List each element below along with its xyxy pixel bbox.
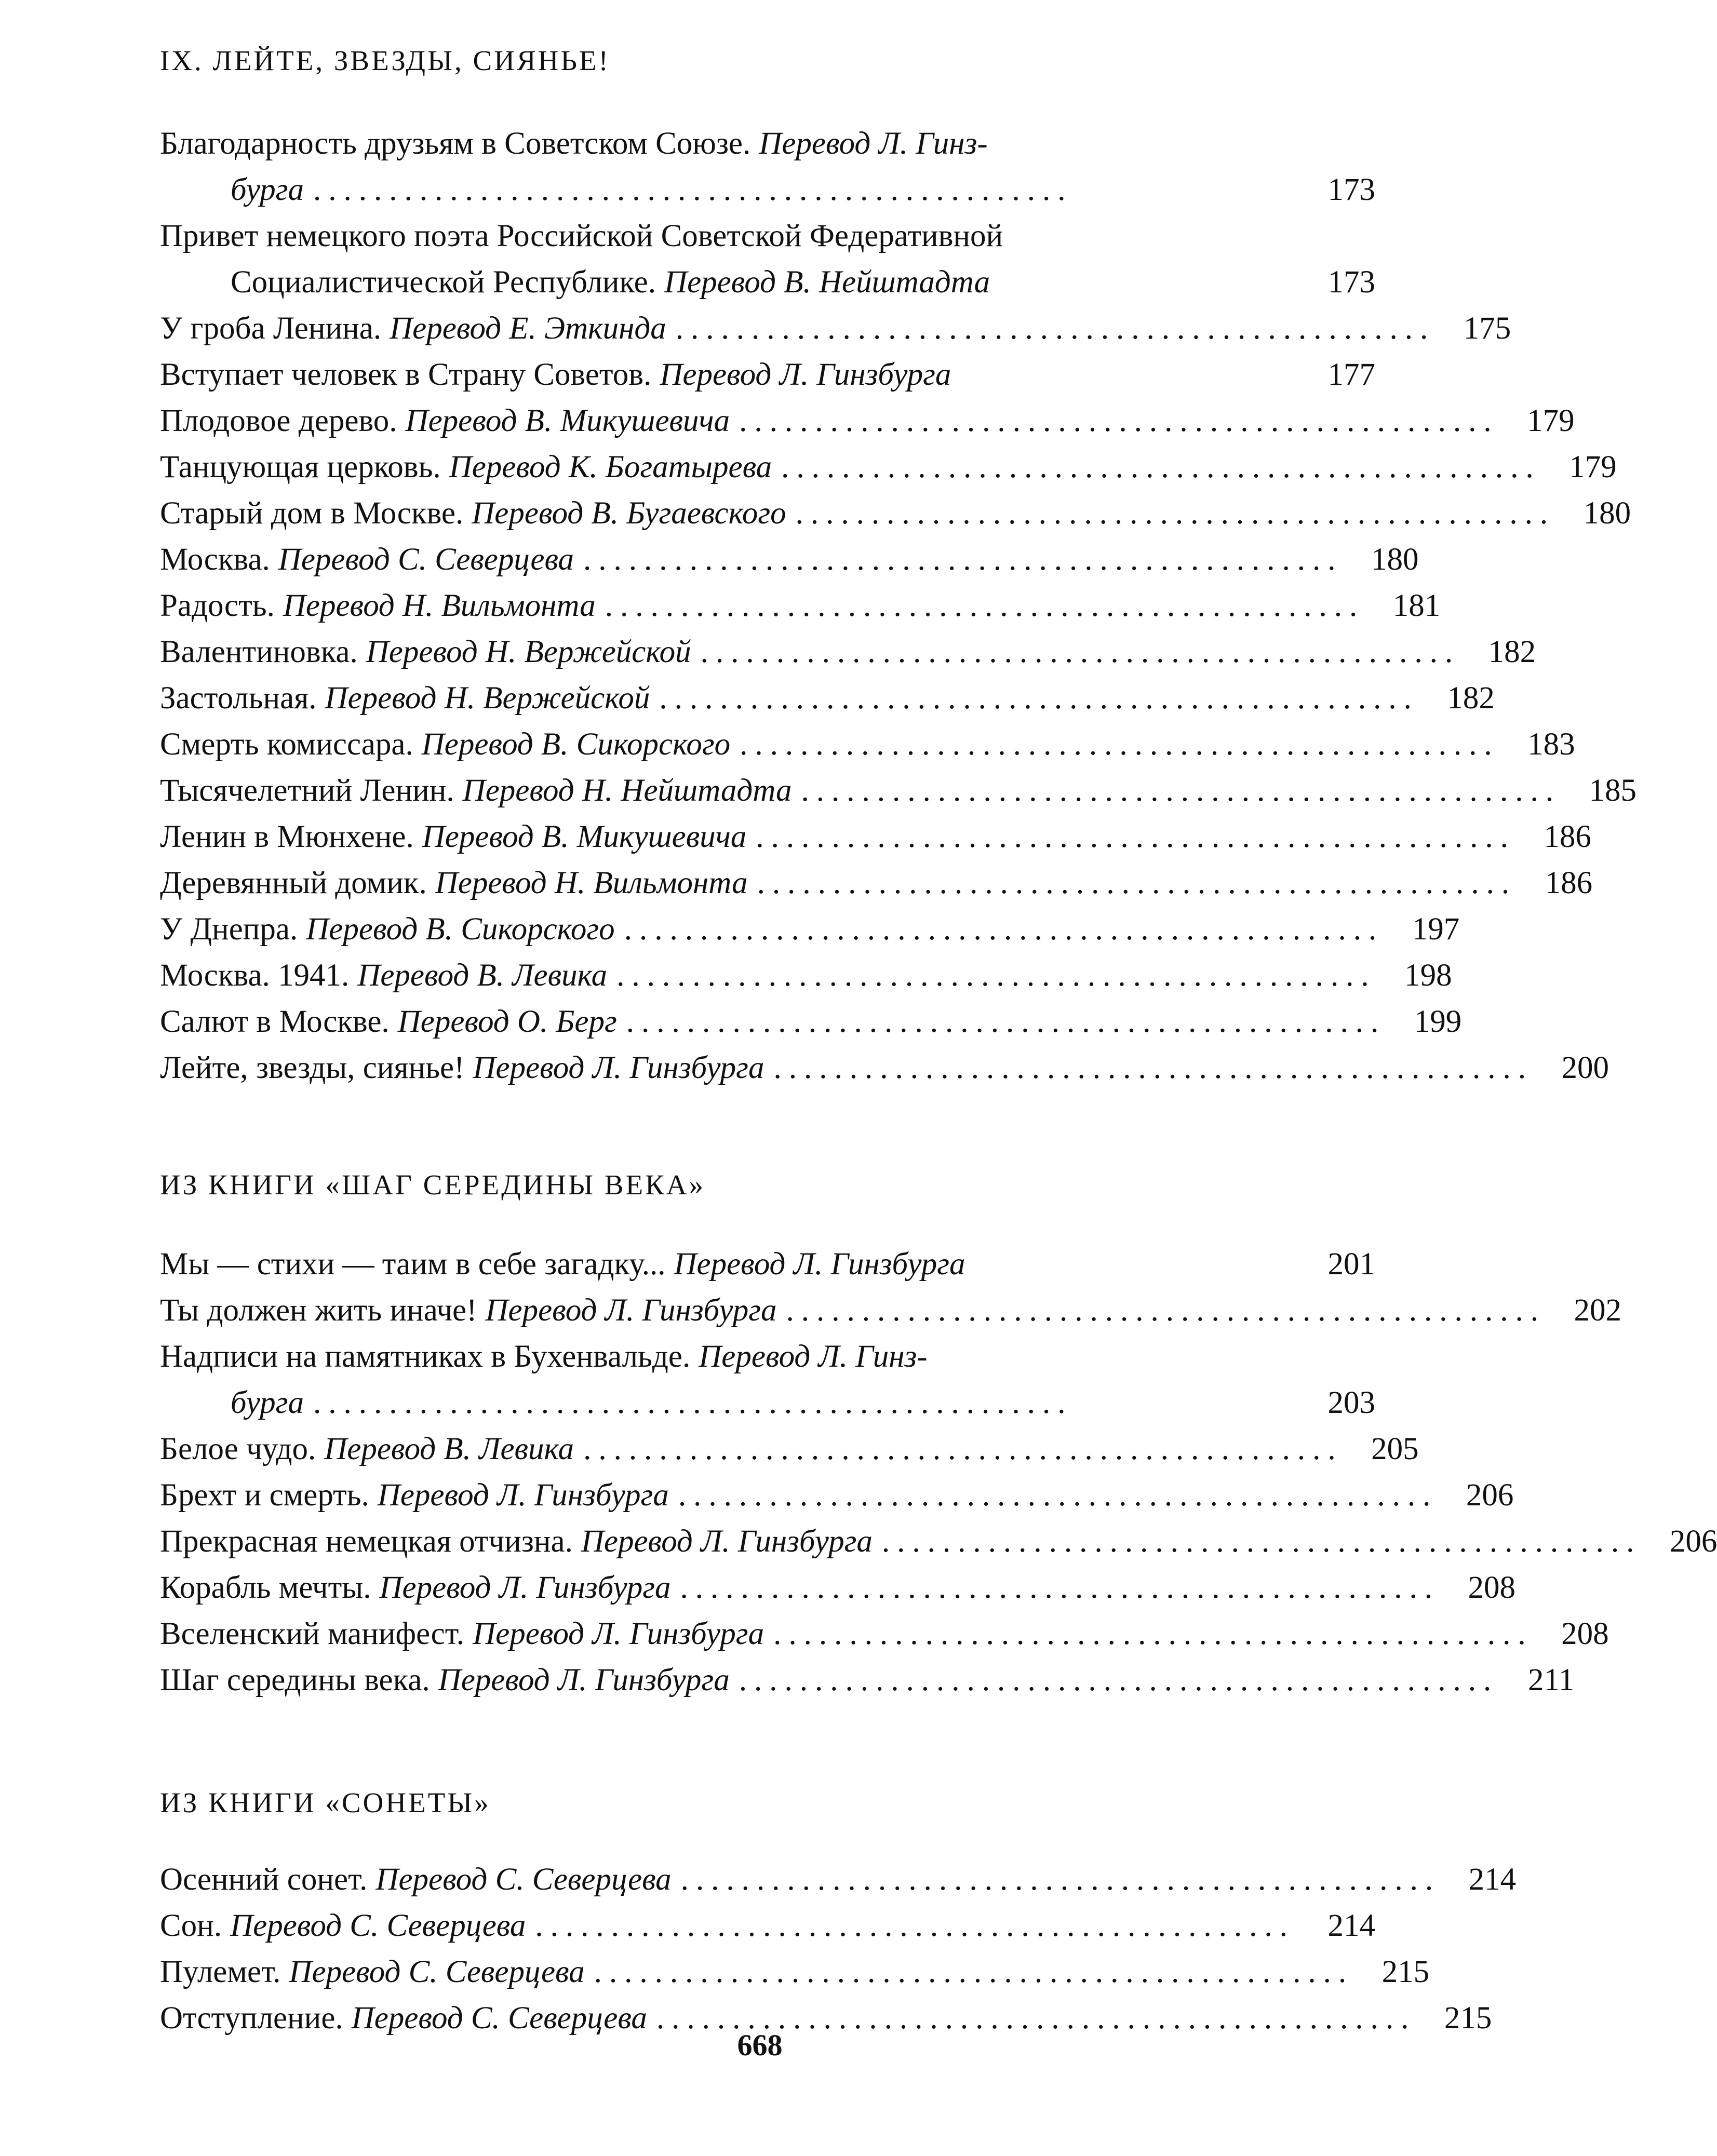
entry-translator: Перевод В. Микушевича	[405, 403, 730, 438]
entry-title: Брехт и смерть.	[160, 1478, 369, 1513]
entry-title: У Днепра.	[160, 912, 298, 947]
leader-dots: ..................................................	[757, 866, 1517, 900]
leader-dots: ..................................................	[583, 542, 1343, 577]
toc-entry	[160, 583, 1441, 629]
toc-entry	[160, 398, 1575, 444]
toc-entry	[160, 1657, 1575, 1703]
entry-title: Вселенский манифест.	[160, 1616, 465, 1651]
entry-translator: Перевод С. Северцева	[289, 1955, 585, 1989]
toc-entry	[160, 444, 1617, 490]
leader-dots: ..................................................	[659, 681, 1419, 716]
toc-entry	[160, 906, 1460, 952]
entry-page: 203	[1327, 1385, 1375, 1420]
entry-translator: Перевод Н. Вержейской	[366, 635, 691, 669]
leader-dots: ..................................................	[680, 1862, 1441, 1897]
entry-page: 208	[1468, 1570, 1516, 1605]
entry-translator: Перевод В. Сикорского	[421, 727, 731, 762]
entry-title: Шаг середины века.	[160, 1663, 430, 1697]
entry-page: 182	[1488, 635, 1536, 669]
entry-title: Радость.	[160, 588, 275, 623]
entry-translator: Перевод Л. Гинзбурга	[674, 1247, 965, 1282]
toc-list-section-9	[160, 120, 1637, 1091]
entry-translator: Перевод Н. Вержейской	[325, 681, 650, 716]
toc-entry	[160, 1241, 1375, 1287]
entry-page: 179	[1569, 450, 1617, 484]
entry-title: Москва.	[160, 542, 270, 577]
entry-page: 181	[1392, 588, 1441, 623]
leader-dots: ..................................................	[605, 588, 1365, 623]
leader-dots: ..................................................	[756, 819, 1515, 854]
entry-translator: Перевод В. Левика	[357, 958, 608, 993]
leader-dots: ..................................................	[583, 1432, 1343, 1466]
entry-translator: Перевод В. Нейштадта	[664, 265, 990, 300]
toc-entry	[160, 1856, 1517, 1903]
entry-translator: Перевод В. Микушевича	[422, 819, 747, 854]
toc-entry	[160, 721, 1575, 767]
entry-page: 185	[1589, 773, 1637, 808]
entry-page: 199	[1414, 1004, 1462, 1039]
toc-entry	[160, 1903, 1375, 1949]
entry-page: 179	[1527, 403, 1575, 438]
toc-entry	[160, 999, 1462, 1045]
toc-entry	[160, 767, 1637, 814]
toc-entry	[160, 213, 1375, 305]
entry-page: 177	[1327, 357, 1375, 392]
toc-entry	[160, 952, 1452, 999]
entry-page: 180	[1583, 496, 1631, 531]
toc-entry	[160, 1472, 1514, 1518]
entry-title: Осенний сонет.	[160, 1862, 368, 1897]
entry-translator: Перевод С. Северцева	[278, 542, 574, 577]
entry-title: Москва. 1941.	[160, 958, 350, 993]
entry-title: Благодарность друзьям в Советском Союзе.	[160, 126, 751, 161]
entry-translator: Перевод Л. Гинзбурга	[473, 1050, 764, 1085]
entry-title: Ты должен жить иначе!	[160, 1293, 477, 1328]
entry-page: 205	[1371, 1432, 1419, 1466]
toc-entry	[160, 1611, 1609, 1657]
entry-translator: Перевод Л. Гинзбурга	[379, 1570, 671, 1605]
leader-dots: ..................................................	[795, 496, 1555, 531]
entry-title: Тысячелетний Ленин.	[160, 773, 454, 808]
entry-title: Надписи на памятниках в Бухенвальде.	[160, 1339, 691, 1374]
leader-dots: ..................................................	[773, 1050, 1533, 1085]
entry-title: Валентиновка.	[160, 635, 358, 669]
entry-page: 211	[1527, 1663, 1575, 1697]
entry-translator: Перевод Л. Гинзбурга	[473, 1616, 764, 1651]
entry-title: Смерть комиссара.	[160, 727, 413, 762]
entry-title: Танцующая церковь.	[160, 450, 441, 484]
entry-translator: Перевод Л. Гинзбурга	[581, 1524, 873, 1559]
entry-page: 206	[1466, 1478, 1514, 1513]
toc-entry	[160, 490, 1631, 536]
entry-page: 214	[1327, 1908, 1375, 1943]
entry-title: У гроба Ленина.	[160, 311, 382, 346]
entry-page: 186	[1544, 819, 1591, 854]
entry-title-cont: Социалистической Республике.	[231, 265, 656, 300]
leader-dots: ..................................................	[678, 1478, 1438, 1513]
entry-title: Лейте, звезды, сиянье!	[160, 1050, 465, 1085]
entry-translator: Перевод Л. Гинзбурга	[485, 1293, 777, 1328]
entry-page: 214	[1468, 1862, 1517, 1897]
leader-dots: ..................................................	[594, 1955, 1354, 1989]
entry-translator: Перевод О. Берг	[397, 1004, 617, 1039]
leader-dots: ..................................................	[535, 1908, 1295, 1943]
toc-entry	[160, 860, 1593, 906]
entry-translator: Перевод Л. Гинзбурга	[660, 357, 951, 392]
leader-dots: ..................................................	[739, 1663, 1499, 1697]
toc-entry	[160, 1518, 1717, 1565]
toc-list-section-sonnets	[160, 1856, 1517, 2041]
section-heading: ИЗ КНИГИ «ШАГ СЕРЕДИНЫ ВЕКА»	[160, 1169, 705, 1201]
toc-entry	[160, 305, 1511, 352]
entry-title: Деревянный домик.	[160, 866, 427, 900]
leader-dots: ..................................................	[881, 1524, 1642, 1559]
entry-translator: Перевод В. Бугаевского	[472, 496, 786, 531]
leader-dots: ..................................................	[739, 403, 1499, 438]
entry-page: 202	[1574, 1293, 1621, 1328]
entry-page: 206	[1669, 1524, 1717, 1559]
entry-page: 198	[1404, 958, 1452, 993]
section-heading: IX. ЛЕЙТЕ, ЗВЕЗДЫ, СИЯНЬЕ!	[160, 45, 610, 76]
entry-translator: Перевод В. Сикорского	[306, 912, 615, 947]
leader-dots: ..................................................	[801, 773, 1561, 808]
toc-entry	[160, 1949, 1430, 1995]
entry-title: Пулемет.	[160, 1955, 281, 1989]
leader-dots: ..................................................	[656, 2001, 1416, 2036]
page-number: 668	[737, 2028, 783, 2062]
entry-title: Ленин в Мюнхене.	[160, 819, 414, 854]
entry-title: Корабль мечты.	[160, 1570, 371, 1605]
entry-title: Мы — стихи — таим в себе загадку...	[160, 1247, 666, 1282]
toc-entry	[160, 1045, 1609, 1091]
entry-translator: Перевод Л. Гинз-	[759, 126, 988, 161]
entry-translator: Перевод С. Северцева	[375, 1862, 672, 1897]
entry-page: 215	[1381, 1955, 1430, 1989]
entry-page: 182	[1447, 681, 1495, 716]
entry-page: 208	[1561, 1616, 1609, 1651]
entry-translator-cont: бурга	[231, 1385, 304, 1420]
entry-page: 200	[1561, 1050, 1609, 1085]
entry-translator: Перевод Н. Вильмонта	[283, 588, 596, 623]
entry-page: 173	[1327, 172, 1375, 207]
entry-translator: Перевод Н. Нейштадта	[462, 773, 792, 808]
section-heading: ИЗ КНИГИ «СОНЕТЫ»	[160, 1787, 491, 1818]
toc-list-section-step	[160, 1241, 1717, 1703]
leader-dots: ..................................................	[675, 311, 1436, 346]
entry-title: Застольная.	[160, 681, 317, 716]
entry-translator: Перевод Л. Гинзбурга	[377, 1478, 669, 1513]
entry-translator: Перевод С. Северцева	[230, 1908, 526, 1943]
entry-title: Салют в Москве.	[160, 1004, 390, 1039]
toc-entry	[160, 536, 1419, 583]
entry-page: 186	[1545, 866, 1593, 900]
entry-translator-cont: бурга	[231, 172, 304, 207]
toc-entry	[160, 352, 1375, 398]
entry-title: Белое чудо.	[160, 1432, 316, 1466]
entry-translator: Перевод С. Северцева	[351, 2001, 647, 2036]
toc-entry	[160, 675, 1495, 721]
toc-entry	[160, 1287, 1621, 1333]
leader-dots: ..................................................	[626, 1004, 1386, 1039]
entry-translator: Перевод Е. Эткинда	[390, 311, 666, 346]
entry-page: 180	[1371, 542, 1419, 577]
leader-dots: ..................................................	[786, 1293, 1546, 1328]
entry-title: Плодовое дерево.	[160, 403, 397, 438]
leader-dots: ..................................................	[773, 1616, 1533, 1651]
toc-entry	[160, 814, 1591, 860]
entry-title: Привет немецкого поэта Российской Советской Федеративной	[160, 219, 1003, 253]
leader-dots: ..................................................	[680, 1570, 1440, 1605]
toc-entry	[160, 629, 1536, 675]
leader-dots: ..................................................	[313, 1385, 1073, 1420]
entry-title: Сон.	[160, 1908, 222, 1943]
entry-page: 201	[1327, 1247, 1375, 1282]
toc-entry	[160, 1426, 1419, 1472]
entry-title: Отступление.	[160, 2001, 343, 2036]
leader-dots: ..................................................	[624, 912, 1384, 947]
leader-dots: ..................................................	[781, 450, 1541, 484]
entry-page: 197	[1412, 912, 1460, 947]
entry-page: 215	[1444, 2001, 1492, 2036]
entry-translator: Перевод Л. Гинз-	[699, 1339, 928, 1374]
entry-page: 183	[1527, 727, 1575, 762]
entry-translator: Перевод В. Левика	[324, 1432, 574, 1466]
entry-page: 175	[1463, 311, 1511, 346]
leader-dots: ..................................................	[740, 727, 1499, 762]
entry-translator: Перевод Л. Гинзбурга	[438, 1663, 730, 1697]
entry-title: Старый дом в Москве.	[160, 496, 464, 531]
entry-translator: Перевод К. Богатырева	[449, 450, 772, 484]
entry-page: 173	[1327, 265, 1375, 300]
leader-dots: ..................................................	[616, 958, 1376, 993]
leader-dots: ..................................................	[313, 172, 1073, 207]
toc-entry	[160, 1565, 1516, 1611]
entry-title: Вступает человек в Страну Советов.	[160, 357, 652, 392]
entry-translator: Перевод Н. Вильмонта	[435, 866, 748, 900]
toc-entry	[160, 120, 1375, 213]
entry-title: Прекрасная немецкая отчизна.	[160, 1524, 573, 1559]
toc-entry	[160, 1333, 1375, 1426]
leader-dots: ..................................................	[700, 635, 1460, 669]
